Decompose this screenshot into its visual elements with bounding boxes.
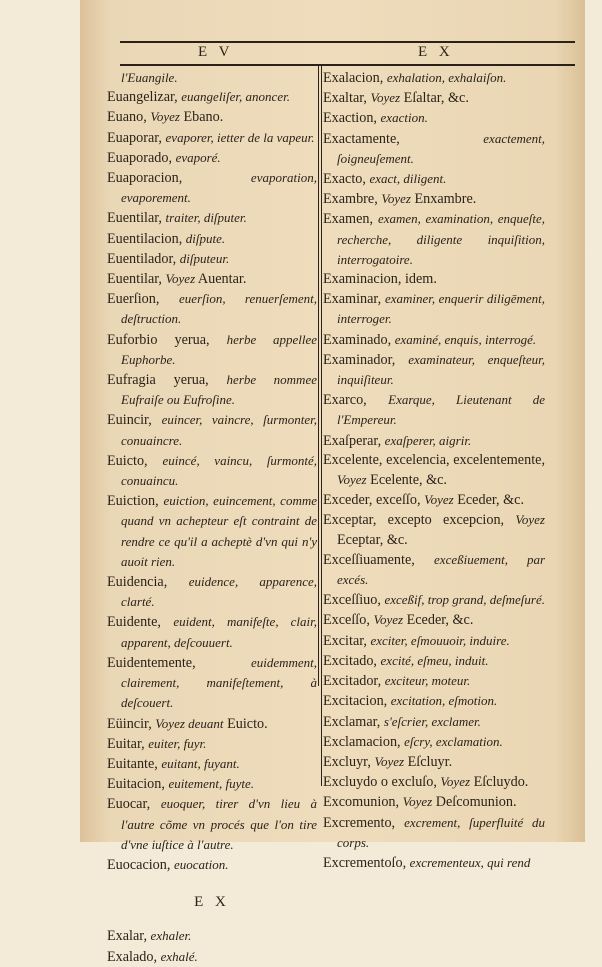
running-head-right: E X [418,44,454,60]
entry-definition: Voyez [424,492,454,508]
entry-definition: evaporation, evaporement. [121,170,317,206]
entry-definition: examiné, enquis, interrogé. [394,331,537,347]
entry-definition: excité, eſmeu, induit. [380,652,489,668]
column-divider [318,66,319,686]
top-rule [120,41,575,43]
dictionary-entry [323,732,545,752]
entry-definition: evaporer, ietter de la vapeur. [165,129,315,145]
dictionary-entry [107,370,317,410]
dictionary-entry [107,451,317,491]
entry-headword: Euentilar, [107,210,162,227]
entry-headword: Excitacion, [323,693,388,710]
dictionary-entry [107,491,317,572]
dictionary-entry [107,148,317,168]
dictionary-entry [107,612,317,652]
entry-headword: Examinado, [323,331,392,348]
entry-definition: Voyez [373,612,404,628]
dictionary-entry [323,671,545,691]
header-underline [120,64,575,66]
entry-headword: Exacto, [323,171,366,188]
entry-reference: Enxambre. [414,191,477,208]
entry-definition: euincer, vaincre, ſurmonter, conuaincre. [121,412,317,448]
dictionary-entry [323,289,545,329]
entry-definition: Voyez [165,271,196,287]
entry-definition: euitant, fuyant. [161,755,240,771]
entry-definition: exhalé. [160,948,198,964]
dictionary-entry [107,87,317,107]
dictionary-entry [323,691,545,711]
dictionary-entry [107,330,317,370]
dictionary-entry [107,653,317,714]
entry-reference: Eceder, &c. [406,612,474,629]
book-page [80,0,585,965]
running-head-left: E V [198,44,234,60]
section-heading: E X [194,894,230,911]
dictionary-entry [107,229,317,249]
dictionary-entry [323,270,545,289]
entry-headword: Eufragia yerua, [107,372,209,389]
entry-headword: Euangelizar, [107,89,178,106]
left-column [107,68,317,967]
entry-headword: Examinar, [323,291,382,308]
dictionary-entry [323,451,545,490]
dictionary-entry [323,68,545,88]
dictionary-entry [107,774,317,794]
entry-definition: exciteur, moteur. [384,673,471,689]
entry-headword: Euentilacion, [107,230,183,247]
dictionary-entry [107,269,317,289]
dictionary-entry [107,734,317,754]
entry-definition: euerſion, renuerſement, deſtruction. [121,291,318,327]
entry-headword: Eüincir, [107,715,152,732]
entry-definition: exceßif, trop grand, deſmeſuré. [384,592,546,608]
dictionary-entry [107,754,317,774]
entry-definition: euidemment, clairement, manifeſtement, à deſcouert. [121,654,317,711]
entry-headword: Exalacion, [323,70,384,86]
entry-headword: Exceptar, excepto excepcion, [323,512,505,529]
entry-definition: euident, manifeſte, clair, apparent, deſcouuert. [121,614,317,650]
entry-headword: Exaltar, [323,90,367,107]
entry-reference: Deſcomunion. [435,794,517,811]
entry-headword: Excitar, [323,632,367,649]
dictionary-entry [323,550,545,590]
dictionary-entry [323,651,545,671]
entry-headword: Euitacion, [107,776,165,793]
entry-reference: Eceder, &c. [457,492,524,509]
entry-headword: Examinacion, [323,271,402,288]
entry-reference: Euicto. [227,715,268,732]
entry-definition: Voyez [440,774,471,790]
entry-reference: Eſcluydo. [473,774,529,791]
dictionary-entry [323,390,545,430]
entry-definition: Voyez [337,472,367,488]
entry-headword: Exceſſiuo, [323,592,381,609]
entry-reference: idem. [404,271,437,288]
dictionary-entry [323,813,545,853]
dictionary-entry [323,350,545,390]
dictionary-entry [323,129,545,169]
entry-headword: Euaporacion, [107,170,183,187]
dictionary-entry [107,926,317,946]
entry-headword: Euincir, [107,412,152,429]
entry-headword: Euerſion, [107,291,160,308]
entry-definition: euincé, vaincu, ſurmonté, conuaincu. [121,452,318,489]
entry-definition: euiter, fuyr. [148,735,207,751]
dictionary-entry [323,169,545,189]
entry-headword: Excluydo o excluſo, [323,774,437,791]
entry-definition: traiter, diſputer. [165,210,247,226]
dictionary-entry [107,208,317,228]
entry-headword: Exclamacion, [323,733,401,750]
entry-headword: Euforbio yerua, [107,331,210,348]
entry-headword: Examinador, [323,351,396,368]
entry-definition: diſpute. [185,230,226,246]
dictionary-entry [323,189,545,209]
entry-definition: exciter, eſmouuoir, induire. [370,632,510,648]
entry-definition: euidence, apparence, clarté. [121,574,317,610]
dictionary-entry [323,712,545,732]
dictionary-entry [107,289,317,329]
entry-definition: excrement, ſuperfluité du corps. [337,814,546,850]
dictionary-entry [323,752,545,772]
entry-definition: euoquer, tirer d'vn lieu à l'autre cõme vn procés que l'on tire d'vne iuſtice à l'autre. [121,796,317,852]
entry-headword: Exceder, exceſſo, [323,492,421,509]
entry-headword: Euentilador, [107,250,177,267]
entry-definition: exact, diligent. [369,171,447,187]
entry-definition: euiction, euincement, comme quand vn achepteur eſt contraint de rendre ce qu'il a acheptè d'vn qui n'y auoit rien. [121,493,317,569]
entry-definition: Voyez [515,512,545,528]
entry-headword: Excluyr, [323,753,371,770]
dictionary-entry [323,853,545,873]
entry-headword: Examen, [323,211,374,228]
entry-headword: Euidente, [107,614,161,631]
entry-headword: Euocar, [107,796,151,813]
entry-definition: euitement, fuyte. [168,776,255,792]
dictionary-entry [107,947,317,967]
dictionary-entry [323,490,545,510]
entry-definition: examen, examination, enqueſte, recherche, diligente inquiſition, interrogatoire. [337,211,545,267]
entry-definition: exhaler. [150,928,192,944]
dictionary-entry [107,249,317,269]
entry-definition: excitation, eſmotion. [390,693,498,709]
entry-headword: Exambre, [323,191,378,208]
entry-definition: Voyez [150,109,180,125]
entry-definition: Voyez deuant [155,715,224,731]
entry-headword: Exceſſo, [323,612,370,629]
entry-definition: Voyez [370,90,401,106]
entry-headword: Exclamar, [323,713,381,730]
entry-headword: Excitador, [323,673,382,690]
entry-headword: Euentilar, [107,271,162,288]
dictionary-entry [323,431,545,451]
entry-definition: examinateur, enqueſteur, inquiſiteur. [337,351,545,388]
dictionary-entry [323,610,545,630]
entry-headword: Euocacion, [107,856,171,873]
entry-headword: Exalar, [107,928,147,945]
continuation-text: l'Euangile. [121,70,178,85]
dictionary-entry [323,108,545,128]
dictionary-entry [107,107,317,127]
dictionary-entry [107,855,317,875]
entry-headword: Excitado, [323,652,377,669]
entry-definition: euangeliſer, anoncer. [181,89,290,105]
entry-headword: Exaſperar, [323,432,382,449]
entry-headword: Excrementoſo, [323,854,407,871]
dictionary-entry [323,792,545,812]
dictionary-entry [323,330,545,350]
entry-headword: Euidentemente, [107,654,196,671]
entry-reference: Eſcluyr. [407,753,453,770]
dictionary-entry [107,572,317,612]
entry-headword: Exactamente, [323,130,400,147]
entry-headword: Excelente, excelencia, excelentemente, [323,451,545,468]
entry-definition: exaction. [380,110,428,126]
dictionary-entry [323,88,545,108]
dictionary-entry [107,410,317,450]
dictionary-entry [107,128,317,148]
dictionary-entry [107,168,317,208]
entry-definition: herbe nommee Eufraiſe ou Eufroſine. [121,372,317,408]
dictionary-entry [323,631,545,651]
entry-headword: Excremento, [323,814,396,831]
entry-headword: Exalado, [107,948,158,965]
entry-headword: Exceſſiuamente, [323,551,415,568]
entry-headword: Euano, [107,109,147,126]
entry-reference: Eceptar, &c. [337,531,408,548]
entry-headword: Exaction, [323,110,377,127]
entry-definition: evaporé. [175,149,221,165]
dictionary-entry [323,772,545,792]
entry-definition: diſputeur. [179,250,230,266]
entry-headword: Euitante, [107,755,158,772]
entry-headword: Exarco, [323,392,367,409]
dictionary-entry [323,510,545,549]
entry-reference: Eſaltar, &c. [403,90,469,107]
right-column [323,68,545,873]
dictionary-entry [107,794,317,855]
entry-definition: exaſperer, aigrir. [384,432,472,448]
entry-definition: eſcry, exclamation. [404,733,503,749]
entry-headword: Excomunion, [323,794,400,811]
entry-definition: excrementeux, qui rend [409,854,531,870]
entry-headword: Euiction, [107,493,159,510]
entry-definition: exactement, ſoigneuſement. [337,130,545,166]
entry-definition: s'eſcrier, exclamer. [383,713,481,729]
entry-definition: euocation. [173,856,229,872]
dictionary-entry [323,209,545,270]
entry-definition: Voyez [381,191,411,207]
entry-reference: Ebano. [183,109,224,126]
entry-definition: Voyez [374,753,405,769]
entry-definition: Exarque, Lieutenant de l'Empereur. [337,392,545,428]
entry-headword: Euaporar, [107,129,162,146]
entry-headword: Euitar, [107,735,145,752]
entry-headword: Euicto, [107,452,148,469]
entry-definition: examiner, enquerir diligēment, interroger. [337,291,546,327]
dictionary-entry [323,590,545,610]
entry-reference: Ecelente, &c. [370,472,447,489]
entry-definition: Voyez [402,794,433,810]
entry-reference: Auentar. [197,271,247,288]
entry-definition: herbe appellee Euphorbe. [121,331,317,367]
dictionary-entry [107,714,317,734]
entry-headword: Euidencia, [107,574,168,591]
entry-definition: exceßiuement, par excés. [337,551,546,588]
entry-definition: exhalation, exhalaiſon. [386,70,507,85]
entry-headword: Euaporado, [107,149,173,166]
